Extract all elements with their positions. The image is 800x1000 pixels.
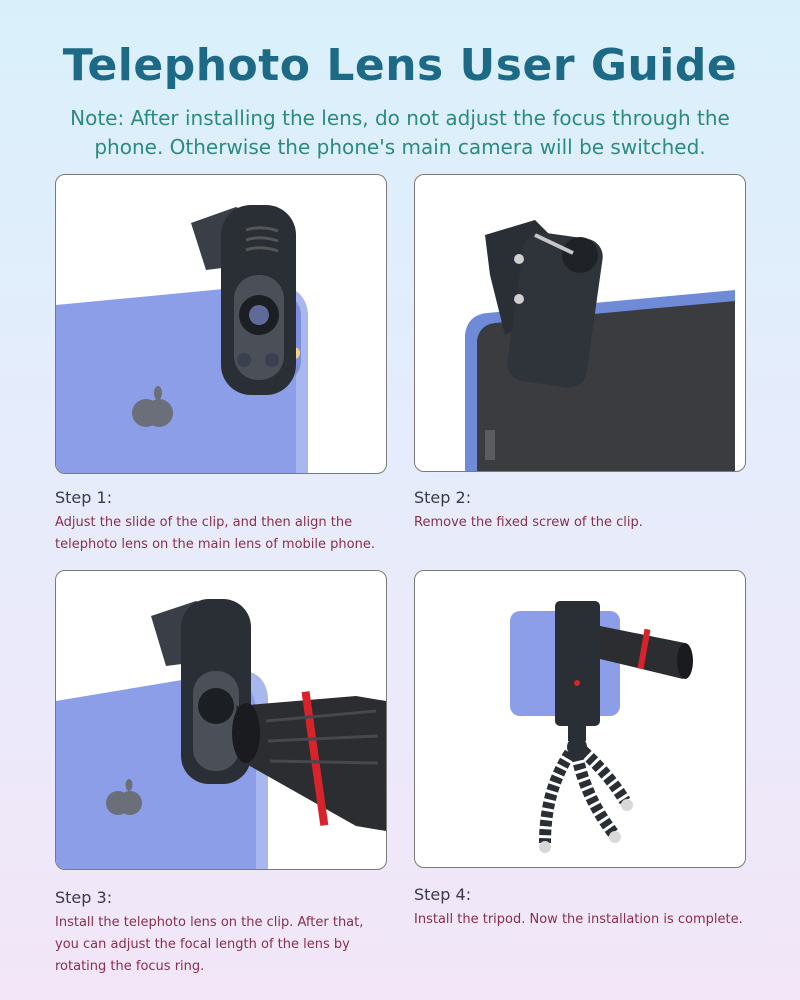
step-2-description: Remove the fixed screw of the clip. bbox=[414, 515, 643, 530]
step-2-image bbox=[414, 174, 746, 472]
step-3-title: Step 3: bbox=[55, 888, 113, 907]
step-4-title: Step 4: bbox=[414, 885, 472, 904]
step-4-image bbox=[414, 570, 746, 868]
page-title: Telephoto Lens User Guide bbox=[62, 40, 738, 91]
step-1-title: Step 1: bbox=[55, 488, 113, 507]
step-2-title: Step 2: bbox=[414, 488, 472, 507]
step-1-description: Adjust the slide of the clip, and then align the telephoto lens on the main lens of mobile phone. bbox=[55, 515, 375, 552]
step-4-description: Install the tripod. Now the installation is complete. bbox=[414, 912, 743, 927]
tripod-icon bbox=[539, 721, 633, 853]
step-3-description: Install the telephoto lens on the clip. After that, you can adjust the focal length of the lens by rotating the focus ring. bbox=[55, 915, 364, 974]
installation-note: Note: After installing the lens, do not adjust the focus through the phone. Otherwise the phone's main camera will be switched. bbox=[70, 106, 730, 159]
step-3-image bbox=[55, 570, 387, 870]
step-1-image bbox=[55, 174, 387, 474]
